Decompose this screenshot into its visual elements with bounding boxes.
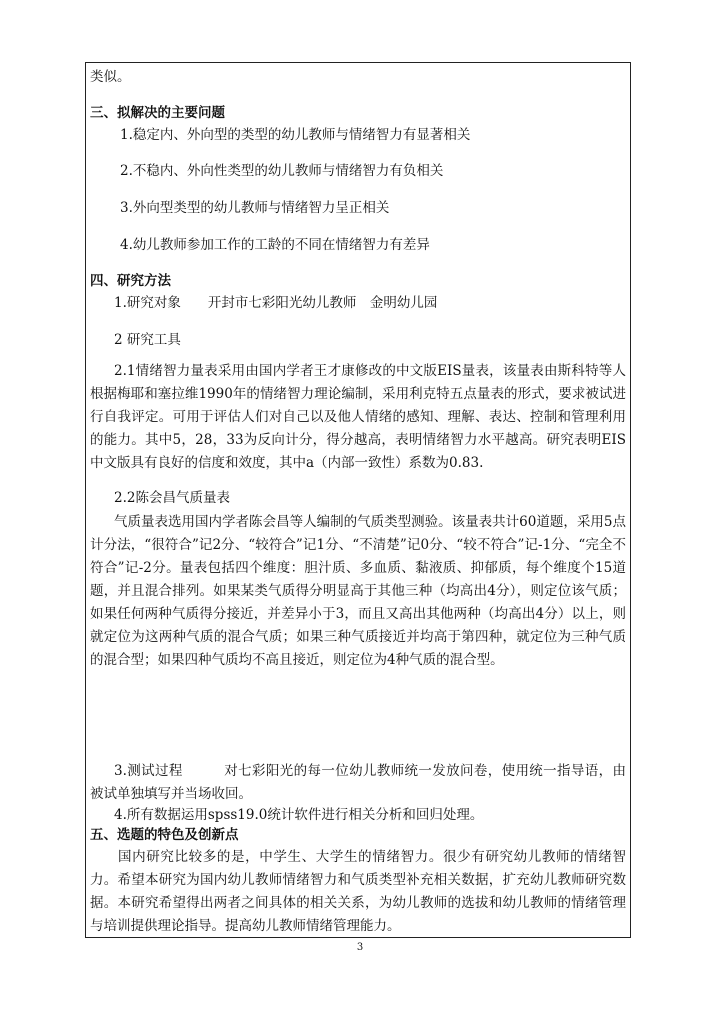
continuation-text: 类似。 — [90, 69, 131, 85]
section4-title: 四、研究方法 — [90, 273, 171, 289]
section5-paragraph: 国内研究比较多的是，中学生、大学生的情绪智力。很少有研究幼儿教师的情绪智力。希望本研究为国内幼儿教师情绪智力和气质类型补充相关数据，扩充幼儿教师研究数据。本研究希望得出两者之间具体的相关关系，为幼儿教师的选拔和幼儿教师的情绪管理与培训提供理论指导。提高幼儿教师情绪管理能力。 — [90, 849, 626, 934]
section3-item-1: 1.稳定内、外向型的类型的幼儿教师与情绪智力有显著相关 — [120, 127, 471, 143]
temperament-paragraph: 气质量表选用国内学者陈会昌等人编制的气质类型测验。该量表共计60道题，采用5点计分法，“很符合”记2分、“较符合”记1分、“不清楚”记0分、“较不符合”记-1分、“完全不符合”记-2分。量表包括四个维度：胆汁质、多血质、黏液质、抑郁质，每个维度个15道题，并且混合排列。如果某类气质得分明显高于其他三种（均高出4分），则定位该气质；如果任何两种气质得分接近，并差异小于3，而且又高出其他两种（均高出4分）以上，则就定位为这两种气质的混合气质；如果三种气质接近并均高于第四种，就定位为三种气质的混合型；如果四种气质均不高且接近，则定位为4种气质的混合型。 — [90, 514, 626, 668]
section3-item-3: 3.外向型类型的幼儿教师与情绪智力呈正相关 — [120, 200, 390, 216]
page-number: 3 — [356, 942, 364, 953]
analysis-line: 4.所有数据运用spss19.0统计软件进行相关分析和回归处理。 — [114, 807, 484, 823]
eis-paragraph: 2.1情绪智力量表采用由国内学者王才康修改的中文版EIS量表，该量表由斯科特等人根据梅耶和塞拉维1990年的情绪智力理论编制，采用利克特五点量表的形式，要求被试进行自我评定。可用于评估人们对自己以及他人情绪的感知、理解、表达、控制和管理利用的能力。其中5，28，33为反向计分，得分越高，表明情绪智力水平越高。研究表明EIS中文版具有良好的信度和效度，其中a（内部一致性）系数为0.83. — [90, 363, 626, 471]
research-tools: 2 研究工具 — [114, 332, 181, 348]
section3-title: 三、拟解决的主要问题 — [90, 105, 225, 121]
temperament-title: 2.2陈会昌气质量表 — [114, 490, 230, 506]
research-subject: 1.研究对象 开封市七彩阳光幼儿教师 金明幼儿园 — [114, 295, 438, 311]
section5-title: 五、选题的特色及创新点 — [90, 827, 239, 843]
section3-item-2: 2.不稳内、外向性类型的幼儿教师与情绪智力有负相关 — [120, 163, 444, 179]
process-paragraph: 3.测试过程 对七彩阳光的每一位幼儿教师统一发放问卷，使用统一指导语，由被试单独填写并当场收回。 — [90, 763, 626, 802]
section3-item-4: 4.幼儿教师参加工作的工龄的不同在情绪智力有差异 — [120, 237, 430, 253]
